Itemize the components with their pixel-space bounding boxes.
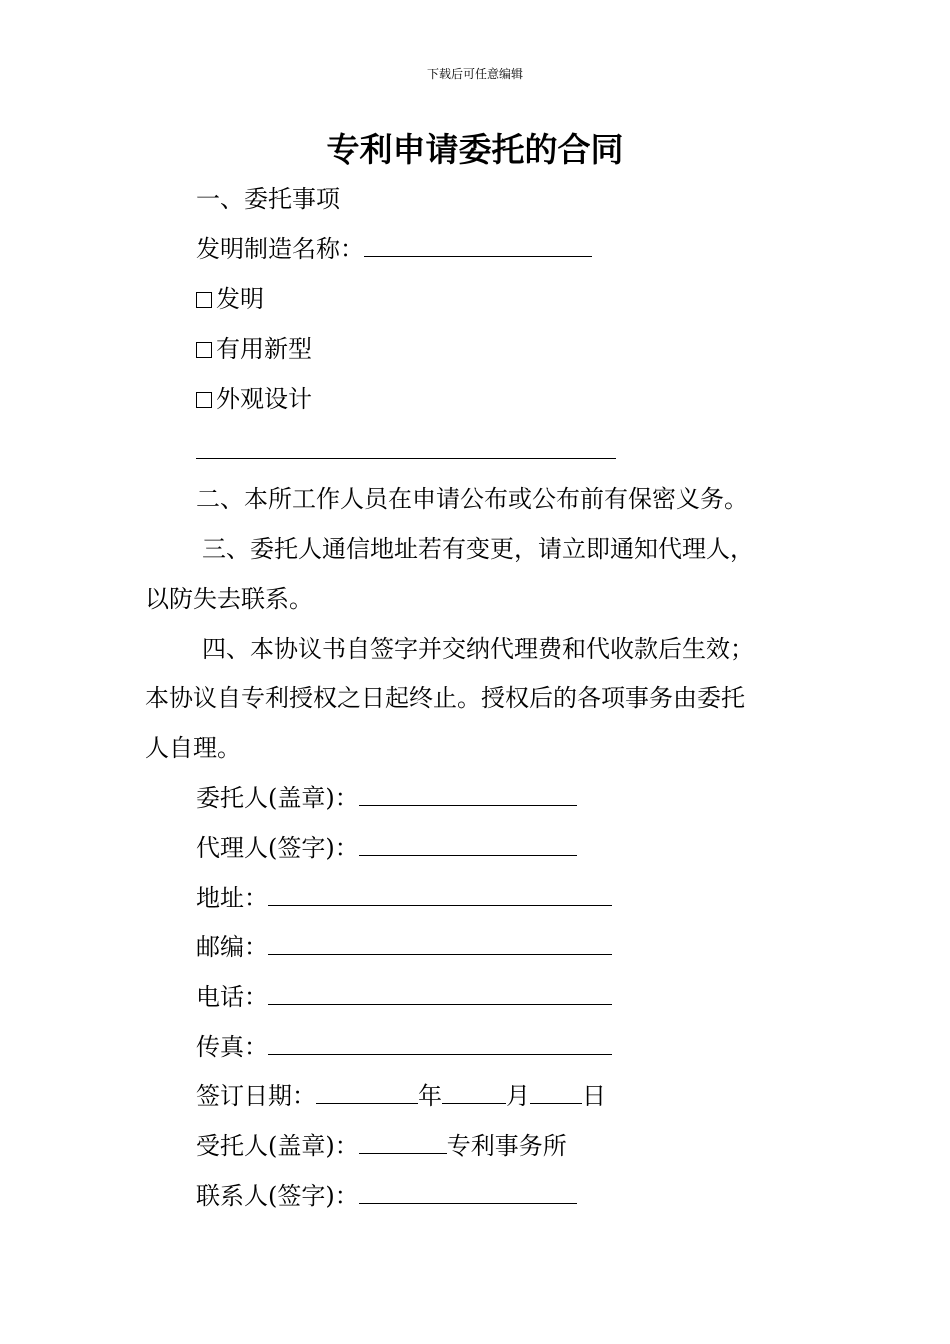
blank-line-field[interactable] <box>196 458 616 459</box>
address-label: 地址： <box>196 884 268 912</box>
address-field[interactable] <box>268 885 612 906</box>
contact-sign-field[interactable] <box>359 1183 577 1204</box>
section4-line3: 人自理。 <box>145 734 241 762</box>
trustee-seal-row <box>196 1129 567 1163</box>
fax-field[interactable] <box>268 1034 612 1055</box>
invention-checkbox[interactable] <box>196 292 212 308</box>
section4-line1: 四、本协议书自签字并交纳代理费和代收款后生效； <box>202 635 754 663</box>
client-seal-field[interactable] <box>359 785 577 806</box>
section4-line2: 本协议自专利授权之日起终止。授权后的各项事务由委托 <box>145 684 745 712</box>
sign-date-label: 签订日期： <box>196 1082 316 1110</box>
month-field[interactable] <box>442 1083 506 1104</box>
fax-row <box>196 1030 612 1064</box>
section1-heading: 一、委托事项 <box>196 185 340 213</box>
invention-name-field[interactable] <box>364 236 592 257</box>
day-field[interactable] <box>530 1083 582 1104</box>
contact-sign-row <box>196 1179 577 1213</box>
agent-sign-row <box>196 831 577 865</box>
year-field[interactable] <box>316 1083 418 1104</box>
firm-name-field[interactable] <box>359 1133 447 1154</box>
agent-sign-label: 代理人(签字)： <box>196 834 359 862</box>
header-note: 下载后可任意编辑 <box>426 67 523 81</box>
agent-sign-field[interactable] <box>359 835 577 856</box>
section3-line2: 以防失去联系。 <box>145 585 313 613</box>
client-seal-row <box>196 781 577 815</box>
postcode-label: 邮编： <box>196 933 268 961</box>
section3-line1: 三、委托人通信地址若有变更，请立即通知代理人， <box>202 535 754 563</box>
option-design-label: 外观设计 <box>216 385 312 413</box>
invention-name-row <box>196 232 592 266</box>
section2-text: 二、本所工作人员在申请公布或公布前有保密义务。 <box>196 485 748 513</box>
trustee-seal-label: 受托人(盖章)： <box>196 1132 359 1160</box>
fax-label: 传真： <box>196 1033 268 1061</box>
phone-field[interactable] <box>268 984 612 1005</box>
client-seal-label: 委托人(盖章)： <box>196 784 359 812</box>
option-invention-label: 发明 <box>216 285 264 313</box>
option-invention <box>196 282 264 316</box>
document-title: 专利申请委托的合同 <box>326 130 624 169</box>
contact-sign-label: 联系人(签字)： <box>196 1182 359 1210</box>
postcode-field[interactable] <box>268 934 612 955</box>
option-design <box>196 382 312 416</box>
phone-row <box>196 980 612 1014</box>
day-label: 日 <box>582 1082 606 1110</box>
year-label: 年 <box>418 1082 442 1110</box>
option-utility-model-label: 有用新型 <box>216 335 312 363</box>
month-label: 月 <box>506 1082 530 1110</box>
sign-date-row <box>196 1079 606 1113</box>
postcode-row <box>196 930 612 964</box>
address-row <box>196 881 612 915</box>
firm-suffix: 专利事务所 <box>446 1132 567 1160</box>
phone-label: 电话： <box>196 983 268 1011</box>
utility-model-checkbox[interactable] <box>196 342 212 358</box>
design-checkbox[interactable] <box>196 392 212 408</box>
option-utility-model <box>196 332 312 366</box>
invention-name-label: 发明制造名称： <box>196 235 364 263</box>
